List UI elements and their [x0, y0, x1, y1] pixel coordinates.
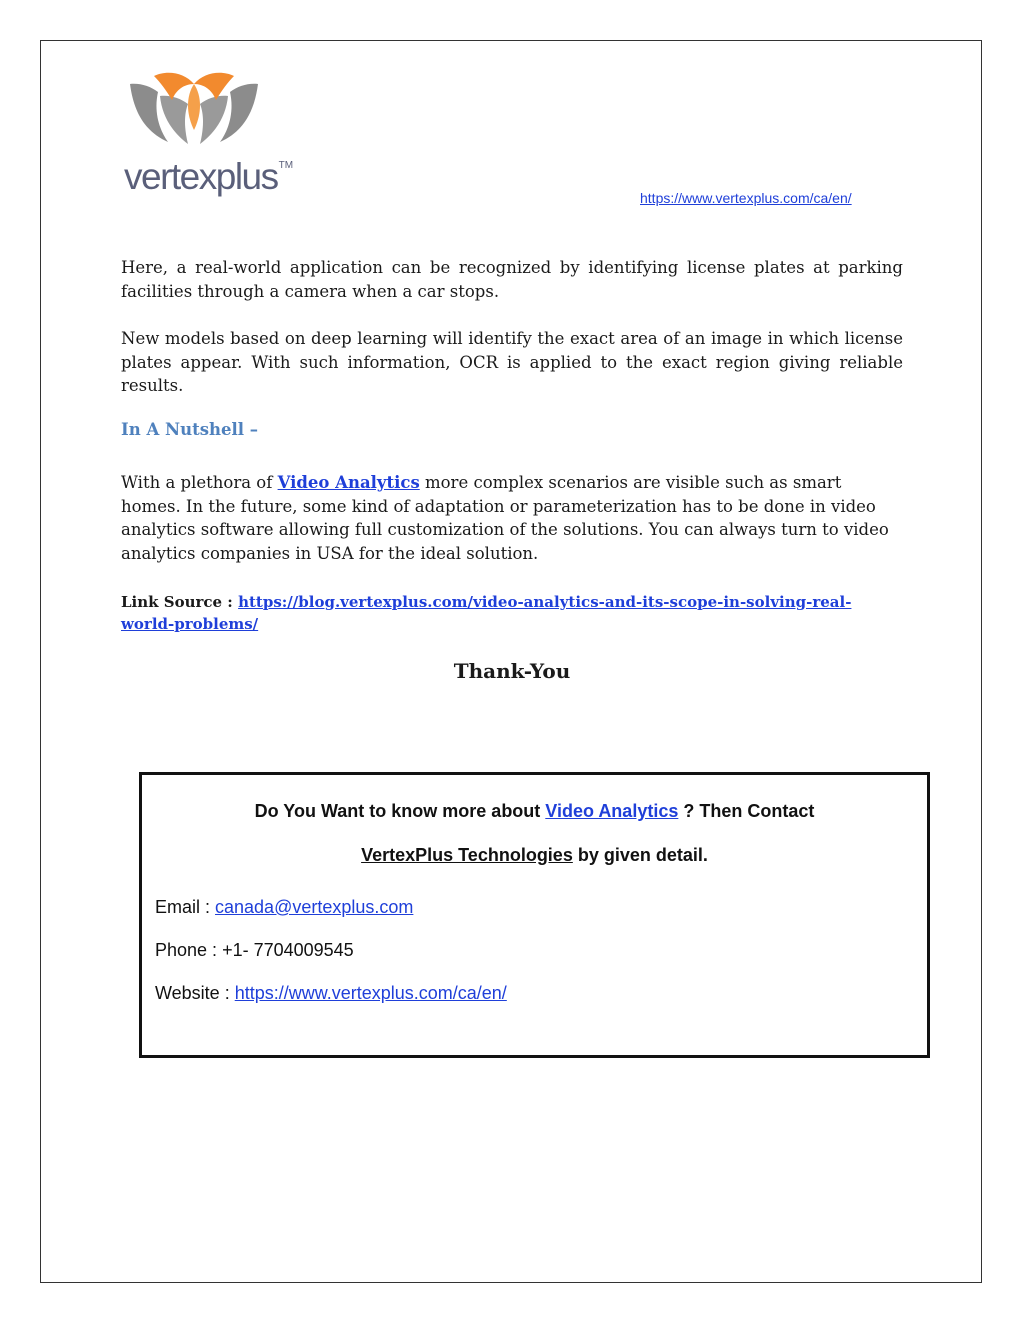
link-source — [121, 592, 891, 635]
paragraph-3-rest: more complex scenarios are visible such as smart homes. In the future, some kind of adaptation or parameterization has to be done in video analytics software allowing full customization of the solutions. You can always turn to video analytics companies in USA for the ideal solution. — [121, 473, 889, 563]
video-analytics-link[interactable]: Video Analytics — [277, 473, 420, 492]
contact-video-analytics-link[interactable]: Video Analytics — [545, 801, 679, 821]
thank-you-heading: Thank-You — [453, 659, 571, 683]
company-name-link[interactable]: VertexPlus Technologies — [361, 845, 573, 865]
contact-phone — [155, 940, 354, 961]
contact-prompt-start: Do You Want to know more about — [254, 801, 546, 821]
logo-wordmark: vertexplus™ — [124, 156, 294, 197]
blog-source-link[interactable]: https://blog.vertexplus.com/video-analytics-and-its-scope-in-solving-real-world-problems/ — [121, 593, 852, 633]
paragraph-license-plates — [121, 256, 903, 303]
contact-email — [155, 897, 413, 918]
paragraph-3-intro: With a plethora of — [121, 473, 278, 492]
paragraph-1-text: Here, a real-world application can be recognized by identifying license plates at parking facilities through a camera when a car stops. — [121, 258, 903, 301]
contact-website — [155, 983, 507, 1004]
header-website-link[interactable]: https://www.vertexplus.com/ca/en/ — [640, 190, 852, 206]
contact-company-line — [142, 845, 927, 866]
paragraph-nutshell — [121, 471, 891, 565]
logo-trademark: TM — [278, 160, 294, 171]
phone-value: +1- 7704009545 — [222, 940, 354, 960]
section-heading-nutshell: In A Nutshell – — [121, 420, 259, 439]
email-link[interactable]: canada@vertexplus.com — [215, 897, 414, 917]
website-label: Website : — [155, 983, 235, 1003]
contact-prompt-end: ? Then Contact — [678, 801, 815, 821]
phone-label: Phone : — [155, 940, 223, 960]
website-link[interactable]: https://www.vertexplus.com/ca/en/ — [234, 983, 507, 1003]
contact-box — [139, 772, 930, 1058]
paragraph-2-text: New models based on deep learning will identify the exact area of an image in which license plates appear. With such information, OCR is applied to the exact region giving reliable results. — [121, 329, 903, 395]
contact-prompt — [142, 801, 927, 822]
contact-company-suffix: by given detail. — [572, 845, 708, 865]
email-label: Email : — [155, 897, 216, 917]
vertexplus-logo — [124, 66, 294, 200]
logo-petals-icon — [124, 66, 264, 156]
link-source-label: Link Source : — [121, 593, 239, 611]
paragraph-deep-learning — [121, 327, 903, 398]
